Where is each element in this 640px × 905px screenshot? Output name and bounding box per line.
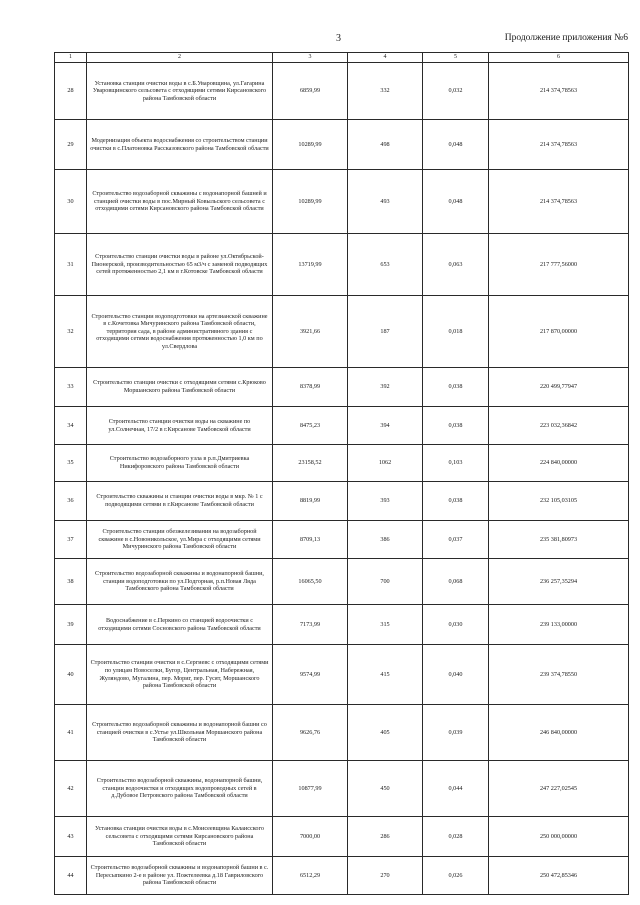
row-number: 28 <box>55 63 87 120</box>
row-quantity: 315 <box>348 605 423 645</box>
row-number: 39 <box>55 605 87 645</box>
row-description: Водоснабжение в с.Перкино со станцией водоочистки с отходящими сетями Сосновского района Тамбовской области <box>87 605 273 645</box>
row-number: 42 <box>55 761 87 817</box>
row-unit-cost: 224 840,00000 <box>489 445 629 482</box>
row-number: 44 <box>55 857 87 895</box>
table-row <box>55 521 629 559</box>
table-row <box>55 705 629 761</box>
row-unit-cost: 217 870,00000 <box>489 296 629 368</box>
row-quantity: 405 <box>348 705 423 761</box>
row-quantity: 1062 <box>348 445 423 482</box>
row-quantity: 393 <box>348 482 423 521</box>
row-cost: 8475,23 <box>273 407 348 445</box>
row-cost: 10877,99 <box>273 761 348 817</box>
row-unit-cost: 246 840,00000 <box>489 705 629 761</box>
continuation-label: Продолжение приложения №6 <box>504 33 628 43</box>
row-quantity: 392 <box>348 368 423 407</box>
row-share: 0,044 <box>423 761 489 817</box>
table-row <box>55 170 629 234</box>
table-row <box>55 234 629 296</box>
row-cost: 7000,00 <box>273 817 348 857</box>
row-share: 0,037 <box>423 521 489 559</box>
table-row <box>55 482 629 521</box>
row-number: 40 <box>55 645 87 705</box>
row-share: 0,028 <box>423 817 489 857</box>
row-share: 0,063 <box>423 234 489 296</box>
table-row <box>55 559 629 605</box>
row-share: 0,038 <box>423 407 489 445</box>
row-description: Строительство станции очистки с отходящими сетями с.Крюково Моршанского района Тамбовской области <box>87 368 273 407</box>
row-cost: 13719,99 <box>273 234 348 296</box>
row-quantity: 270 <box>348 857 423 895</box>
row-unit-cost: 223 032,36842 <box>489 407 629 445</box>
table-row <box>55 645 629 705</box>
row-unit-cost: 247 227,02545 <box>489 761 629 817</box>
row-share: 0,103 <box>423 445 489 482</box>
row-cost: 8819,99 <box>273 482 348 521</box>
row-cost: 6859,99 <box>273 63 348 120</box>
row-quantity: 386 <box>348 521 423 559</box>
row-number: 37 <box>55 521 87 559</box>
row-description: Строительство станции водоподготовки на артезианской скважине в с.Кочетовка Мичуринского района Тамбовской области, территория сада, в районе административного здания с отходящими сетями водоснабжения протяженностью 1,0 км по ул.Свердлова <box>87 296 273 368</box>
page-number: 3 <box>336 33 341 44</box>
row-cost: 6512,29 <box>273 857 348 895</box>
column-header: 2 <box>87 53 273 63</box>
row-cost: 9626,76 <box>273 705 348 761</box>
row-share: 0,068 <box>423 559 489 605</box>
row-unit-cost: 217 777,56000 <box>489 234 629 296</box>
row-quantity: 415 <box>348 645 423 705</box>
row-description: Строительство водозаборной скважины с водонапорной башней и станцией очистки воды в пос.Мирный Ковыльского сельсовета с отходящими сетями Кирсановского района Тамбовской области <box>87 170 273 234</box>
row-share: 0,048 <box>423 170 489 234</box>
table-row <box>55 407 629 445</box>
row-cost: 10289,99 <box>273 120 348 170</box>
row-quantity: 493 <box>348 170 423 234</box>
row-share: 0,039 <box>423 705 489 761</box>
row-quantity: 700 <box>348 559 423 605</box>
row-quantity: 286 <box>348 817 423 857</box>
column-header: 5 <box>423 53 489 63</box>
row-cost: 10289,99 <box>273 170 348 234</box>
row-number: 43 <box>55 817 87 857</box>
row-unit-cost: 214 374,78563 <box>489 170 629 234</box>
column-header: 3 <box>273 53 348 63</box>
row-cost: 8709,13 <box>273 521 348 559</box>
row-description: Установка станции очистки воды в с.Б.Уваровщина, ул.Гагарина Уваровщинского сельсовета с отходящими сетями Кирсановского района Тамбовской области <box>87 63 273 120</box>
table-row <box>55 120 629 170</box>
row-quantity: 450 <box>348 761 423 817</box>
row-unit-cost: 214 374,78563 <box>489 63 629 120</box>
row-unit-cost: 239 374,78550 <box>489 645 629 705</box>
row-description: Строительство водозаборной скважины, водонапорной башни, станции водоочистки и отходящих водопроводных сетей в д.Дубовое Петровского района Тамбовской области <box>87 761 273 817</box>
row-description: Строительство станции очистки воды в районе ул.Октябрьской-Пионерской, производительностью 65 м3/ч с заменой подводящих сетей протяженностью 2,1 км в г.Котовске Тамбовской области <box>87 234 273 296</box>
row-unit-cost: 239 133,00000 <box>489 605 629 645</box>
row-share: 0,030 <box>423 605 489 645</box>
data-table <box>54 52 629 895</box>
row-quantity: 332 <box>348 63 423 120</box>
row-number: 38 <box>55 559 87 605</box>
table-header-row <box>55 53 629 63</box>
row-share: 0,018 <box>423 296 489 368</box>
row-number: 35 <box>55 445 87 482</box>
row-number: 29 <box>55 120 87 170</box>
table-row <box>55 605 629 645</box>
row-cost: 16065,50 <box>273 559 348 605</box>
row-description: Строительство водозаборного узла в р.п.Дмитриевка Никифоровского района Тамбовской области <box>87 445 273 482</box>
row-description: Строительство станции обезжелезивания на водозаборной скважине в с.Новоникольское, ул.Мира с отходящими сетями Мичуринского района Тамбовской области <box>87 521 273 559</box>
row-description: Строительство скважины и станции очистки воды в мкр. № 1 с подводящими сетями в г.Кирсанове Тамбовской области <box>87 482 273 521</box>
row-description: Строительство водозаборной скважины и водонапорной башни, станции водоподготовки по ул.Подгорная, р.п.Новая Ляда Тамбовского района Тамбовской области <box>87 559 273 605</box>
row-share: 0,048 <box>423 120 489 170</box>
row-number: 30 <box>55 170 87 234</box>
column-header: 1 <box>55 53 87 63</box>
row-cost: 23158,52 <box>273 445 348 482</box>
row-cost: 9574,99 <box>273 645 348 705</box>
row-share: 0,038 <box>423 482 489 521</box>
row-cost: 7173,99 <box>273 605 348 645</box>
row-unit-cost: 232 105,03105 <box>489 482 629 521</box>
row-number: 34 <box>55 407 87 445</box>
row-description: Строительство водозаборной скважины и водонапорной башни со станцией очистки в с.Устье ул.Школьная Моршанского района Тамбовской области <box>87 705 273 761</box>
table-row <box>55 368 629 407</box>
row-number: 31 <box>55 234 87 296</box>
row-share: 0,032 <box>423 63 489 120</box>
row-number: 36 <box>55 482 87 521</box>
row-number: 41 <box>55 705 87 761</box>
row-quantity: 394 <box>348 407 423 445</box>
row-share: 0,040 <box>423 645 489 705</box>
row-unit-cost: 235 381,80973 <box>489 521 629 559</box>
table-row <box>55 857 629 895</box>
row-quantity: 187 <box>348 296 423 368</box>
column-header: 4 <box>348 53 423 63</box>
row-description: Модернизация объекта водоснабжения со строительством станции очистки в с.Платоновка Рассказовского района Тамбовской области <box>87 120 273 170</box>
column-header: 6 <box>489 53 629 63</box>
table-row <box>55 63 629 120</box>
row-description: Строительство станции очистки в с.Сергиевс с отходящими сетями по улицам Новоселки, Бугор, Центральная, Набережная, Жуляндово, Мугалина, пер. Мориг, пер. Гусят, Моршанского района Тамбовской области <box>87 645 273 705</box>
row-description: Строительство водозаборной скважины и водонапорной башни в с. Пересыпкино 2-е в районе ул. Пожтелеевка д.18 Гавриловского района Тамбовской области <box>87 857 273 895</box>
row-number: 33 <box>55 368 87 407</box>
row-number: 32 <box>55 296 87 368</box>
row-unit-cost: 250 472,85346 <box>489 857 629 895</box>
row-quantity: 498 <box>348 120 423 170</box>
table-row <box>55 445 629 482</box>
row-cost: 8378,99 <box>273 368 348 407</box>
row-unit-cost: 250 000,00000 <box>489 817 629 857</box>
row-share: 0,026 <box>423 857 489 895</box>
table-row <box>55 817 629 857</box>
row-unit-cost: 220 499,77947 <box>489 368 629 407</box>
row-cost: 3921,66 <box>273 296 348 368</box>
table-row <box>55 296 629 368</box>
table-row <box>55 761 629 817</box>
row-unit-cost: 236 257,35294 <box>489 559 629 605</box>
row-unit-cost: 214 374,78563 <box>489 120 629 170</box>
row-description: Строительство станции очистки воды на скважине по ул.Солнечная, 17/2 в г.Кирсанове Тамбовской области <box>87 407 273 445</box>
row-share: 0,038 <box>423 368 489 407</box>
row-quantity: 653 <box>348 234 423 296</box>
row-description: Установка станции очистки воды в с.Моисеевщина Калаисского сельсовета с отходящими сетями Кирсановского района Тамбовской области <box>87 817 273 857</box>
